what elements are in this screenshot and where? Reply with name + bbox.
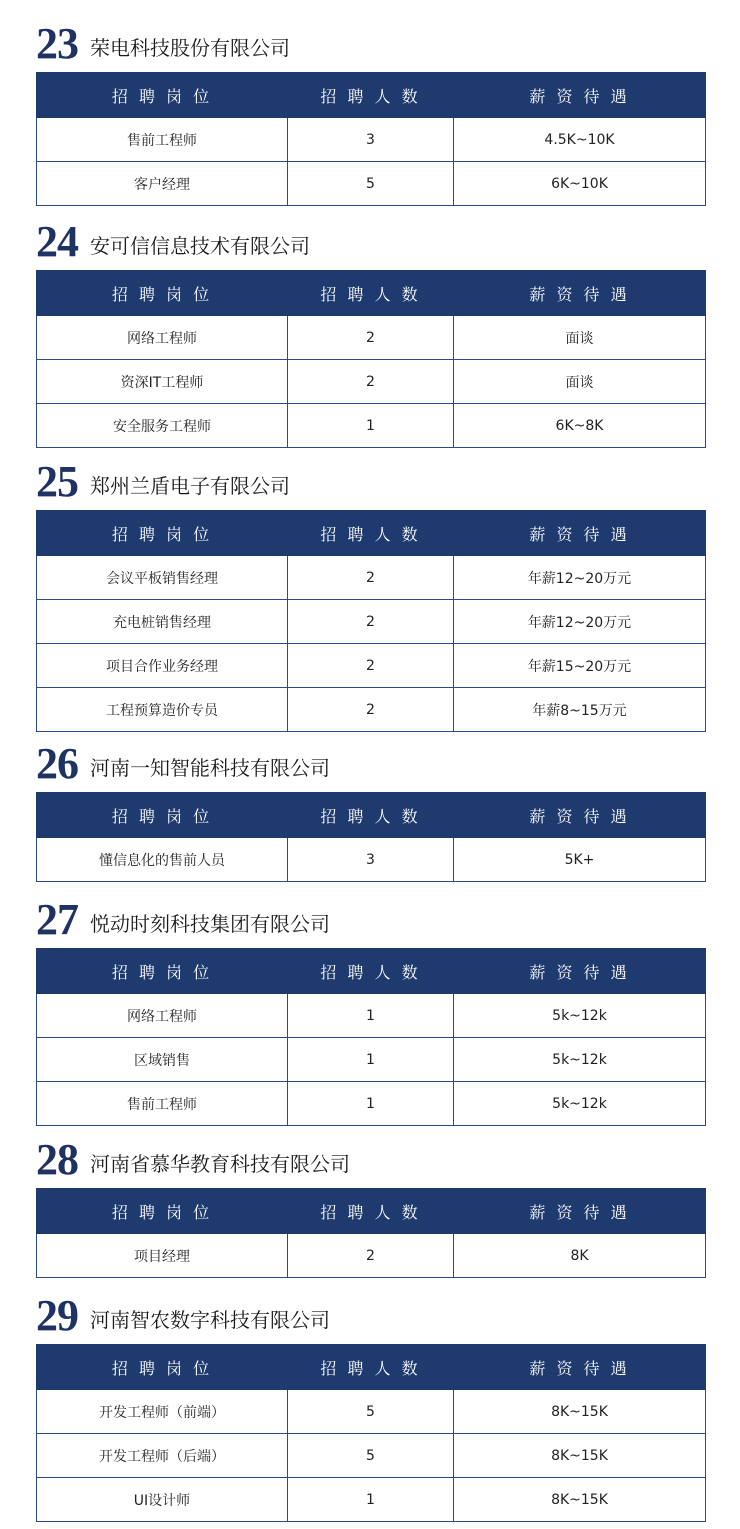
- cell-position: 区域销售: [37, 1038, 288, 1082]
- header-salary: 薪 资 待 遇: [454, 1345, 706, 1390]
- header-headcount: 招 聘 人 数: [288, 793, 454, 838]
- cell-salary: 5k~12k: [454, 994, 706, 1038]
- header-salary: 薪 资 待 遇: [454, 1189, 706, 1234]
- cell-salary: 6K~8K: [454, 404, 706, 448]
- cell-headcount: 2: [288, 556, 454, 600]
- company-section: [36, 216, 705, 448]
- company-name: 荣电科技股份有限公司: [90, 36, 290, 60]
- cell-salary: 5k~12k: [454, 1082, 706, 1126]
- table-header-row: [37, 271, 706, 316]
- company-number: 26: [36, 739, 78, 788]
- company-number: 25: [36, 457, 78, 506]
- table-row: [37, 404, 706, 448]
- cell-salary: 8K~15K: [454, 1434, 706, 1478]
- cell-position: 安全服务工程师: [37, 404, 288, 448]
- cell-headcount: 3: [288, 838, 454, 882]
- header-headcount: 招 聘 人 数: [288, 949, 454, 994]
- company-section: [36, 1290, 705, 1522]
- company-name: 郑州兰盾电子有限公司: [90, 474, 290, 498]
- jobs-table: [36, 510, 706, 732]
- header-position: 招 聘 岗 位: [37, 73, 288, 118]
- cell-salary: 4.5K~10K: [454, 118, 706, 162]
- cell-position: 项目合作业务经理: [37, 644, 288, 688]
- cell-position: 懂信息化的售前人员: [37, 838, 288, 882]
- company-header: [36, 216, 705, 264]
- company-section: [36, 738, 705, 882]
- cell-position: 会议平板销售经理: [37, 556, 288, 600]
- header-position: 招 聘 岗 位: [37, 1189, 288, 1234]
- cell-salary: 年薪15~20万元: [454, 644, 706, 688]
- cell-position: 开发工程师（前端）: [37, 1390, 288, 1434]
- company-name: 悦动时刻科技集团有限公司: [90, 912, 330, 936]
- jobs-table: [36, 270, 706, 448]
- table-row: [37, 1434, 706, 1478]
- table-row: [37, 1234, 706, 1278]
- header-headcount: 招 聘 人 数: [288, 271, 454, 316]
- cell-position: 项目经理: [37, 1234, 288, 1278]
- table-row: [37, 994, 706, 1038]
- company-header: [36, 894, 705, 942]
- table-row: [37, 118, 706, 162]
- company-number: 27: [36, 895, 78, 944]
- cell-headcount: 5: [288, 1434, 454, 1478]
- cell-position: 网络工程师: [37, 994, 288, 1038]
- company-name: 河南智农数字科技有限公司: [90, 1308, 330, 1332]
- jobs-table: [36, 948, 706, 1126]
- cell-headcount: 3: [288, 118, 454, 162]
- company-section: [36, 18, 705, 206]
- table-header-row: [37, 949, 706, 994]
- table-row: [37, 556, 706, 600]
- header-position: 招 聘 岗 位: [37, 1345, 288, 1390]
- cell-position: 充电桩销售经理: [37, 600, 288, 644]
- company-header: [36, 1290, 705, 1338]
- header-headcount: 招 聘 人 数: [288, 1189, 454, 1234]
- cell-headcount: 2: [288, 600, 454, 644]
- cell-headcount: 2: [288, 1234, 454, 1278]
- cell-salary: 面谈: [454, 360, 706, 404]
- cell-headcount: 2: [288, 688, 454, 732]
- cell-position: 网络工程师: [37, 316, 288, 360]
- cell-salary: 5k~12k: [454, 1038, 706, 1082]
- company-header: [36, 738, 705, 786]
- table-header-row: [37, 511, 706, 556]
- cell-position: 开发工程师（后端）: [37, 1434, 288, 1478]
- cell-position: 客户经理: [37, 162, 288, 206]
- table-row: [37, 360, 706, 404]
- jobs-table: [36, 1344, 706, 1522]
- cell-salary: 8K~15K: [454, 1390, 706, 1434]
- header-salary: 薪 资 待 遇: [454, 73, 706, 118]
- cell-position: 资深IT工程师: [37, 360, 288, 404]
- cell-headcount: 1: [288, 1478, 454, 1522]
- company-section: [36, 1134, 705, 1278]
- table-header-row: [37, 1345, 706, 1390]
- header-position: 招 聘 岗 位: [37, 949, 288, 994]
- table-row: [37, 688, 706, 732]
- company-header: [36, 18, 705, 66]
- cell-position: 售前工程师: [37, 1082, 288, 1126]
- cell-salary: 面谈: [454, 316, 706, 360]
- header-position: 招 聘 岗 位: [37, 793, 288, 838]
- table-row: [37, 1082, 706, 1126]
- cell-headcount: 1: [288, 1038, 454, 1082]
- header-salary: 薪 资 待 遇: [454, 949, 706, 994]
- table-row: [37, 316, 706, 360]
- cell-salary: 8K~15K: [454, 1478, 706, 1522]
- company-section: [36, 456, 705, 732]
- table-row: [37, 600, 706, 644]
- cell-headcount: 2: [288, 316, 454, 360]
- cell-salary: 8K: [454, 1234, 706, 1278]
- cell-salary: 年薪8~15万元: [454, 688, 706, 732]
- table-row: [37, 1478, 706, 1522]
- table-row: [37, 644, 706, 688]
- cell-headcount: 5: [288, 1390, 454, 1434]
- header-headcount: 招 聘 人 数: [288, 1345, 454, 1390]
- header-headcount: 招 聘 人 数: [288, 511, 454, 556]
- cell-headcount: 5: [288, 162, 454, 206]
- header-salary: 薪 资 待 遇: [454, 271, 706, 316]
- table-row: [37, 1038, 706, 1082]
- header-position: 招 聘 岗 位: [37, 511, 288, 556]
- cell-position: 售前工程师: [37, 118, 288, 162]
- cell-position: 工程预算造价专员: [37, 688, 288, 732]
- company-header: [36, 456, 705, 504]
- jobs-table: [36, 792, 706, 882]
- header-salary: 薪 资 待 遇: [454, 793, 706, 838]
- cell-salary: 年薪12~20万元: [454, 600, 706, 644]
- cell-headcount: 2: [288, 644, 454, 688]
- cell-salary: 年薪12~20万元: [454, 556, 706, 600]
- cell-headcount: 1: [288, 1082, 454, 1126]
- table-header-row: [37, 1189, 706, 1234]
- company-number: 29: [36, 1291, 78, 1340]
- header-position: 招 聘 岗 位: [37, 271, 288, 316]
- cell-salary: 6K~10K: [454, 162, 706, 206]
- company-header: [36, 1134, 705, 1182]
- company-number: 23: [36, 19, 78, 68]
- cell-headcount: 1: [288, 994, 454, 1038]
- cell-headcount: 2: [288, 360, 454, 404]
- header-headcount: 招 聘 人 数: [288, 73, 454, 118]
- table-header-row: [37, 793, 706, 838]
- cell-salary: 5K+: [454, 838, 706, 882]
- jobs-table: [36, 1188, 706, 1278]
- jobs-table: [36, 72, 706, 206]
- company-number: 24: [36, 217, 78, 266]
- company-name: 河南省慕华教育科技有限公司: [90, 1152, 350, 1176]
- company-name: 河南一知智能科技有限公司: [90, 756, 330, 780]
- company-section: [36, 894, 705, 1126]
- cell-position: UI设计师: [37, 1478, 288, 1522]
- header-salary: 薪 资 待 遇: [454, 511, 706, 556]
- company-name: 安可信信息技术有限公司: [90, 234, 310, 258]
- table-header-row: [37, 73, 706, 118]
- table-row: [37, 162, 706, 206]
- table-row: [37, 838, 706, 882]
- table-row: [37, 1390, 706, 1434]
- company-number: 28: [36, 1135, 78, 1184]
- cell-headcount: 1: [288, 404, 454, 448]
